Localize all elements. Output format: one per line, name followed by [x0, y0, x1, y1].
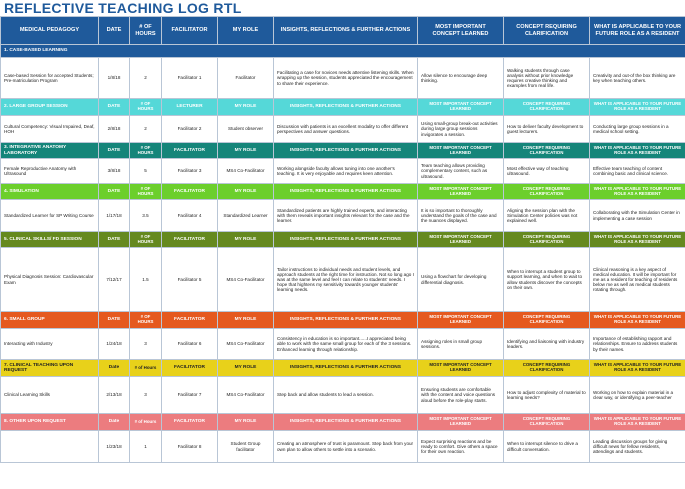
cell-clarification: Walking students through case analysis without prior knowledge requires creative thinking and examples from real life. [504, 58, 590, 99]
section-label: 5. CLINICAL SKILLS/ FD SESSION [1, 232, 99, 248]
section-cell: DATE [99, 312, 130, 329]
section-label: 8. OTHER UPON REQUEST [1, 414, 99, 431]
cell-date: 2/13/18 [99, 377, 130, 414]
header-cell: MEDICAL PEDAGOGY [1, 17, 99, 45]
section-cell: FACILITATOR [162, 414, 218, 431]
cell-facilitator: Facilitator 6 [162, 329, 218, 360]
header-cell: WHAT IS APPLICABLE TO YOUR FUTURE ROLE AS A RESIDENT [590, 17, 685, 45]
section-cell: # of Hours [130, 360, 162, 377]
cell-insights: Consistency in education is so important......I appreciated being able to work with the same small group for each of the 3 sessions. Enhanced learning through relationship. [274, 329, 418, 360]
section-label: 1. CASE-BASED LEARNING [1, 45, 685, 58]
section-cell: WHAT IS APPLICABLE TO YOUR FUTURE ROLE AS A RESIDENT [590, 312, 685, 329]
cell-date: 1/24/18 [99, 329, 130, 360]
cell-future: Collaborating with the Simulation Center in implementing a case session [590, 200, 685, 232]
table-row [1, 377, 685, 414]
cell-date: 7/12/17 [99, 248, 130, 312]
section-cell: CONCEPT REQUIRING CLARIFICATION [504, 143, 590, 159]
table-row [1, 200, 685, 232]
section-cell: MOST IMPORTANT CONCEPT LEARNED [418, 360, 504, 377]
section-cell: MOST IMPORTANT CONCEPT LEARNED [418, 184, 504, 200]
cell-concept: Using small-group break-out activities during large group sessions invigorates a session. [418, 116, 504, 143]
section-cell: INSIGHTS, REFLECTIONS & FURTHER ACTIONS [274, 184, 418, 200]
cell-pedagogy: Standardized Learner for SP Writing Course [1, 200, 99, 232]
section-cell: Date [99, 414, 130, 431]
cell-future: Clinical reasoning is a key aspect of medical education. It will be important for me as a resident for teaching of residents below me as well as medical students rotating through. [590, 248, 685, 312]
table-row [1, 431, 685, 463]
cell-pedagogy [1, 431, 99, 463]
section-cell: CONCEPT REQUIRING CLARIFICATION [504, 360, 590, 377]
section-cell: MOST IMPORTANT CONCEPT LEARNED [418, 312, 504, 329]
cell-clarification: Identifying and liaisoning with industry leaders. [504, 329, 590, 360]
cell-insights: Facilitating a case for novices needs attentive listening skills. When wrapping up the session, students appreciated the encouragement to share their experience. [274, 58, 418, 99]
cell-hours: 2 [130, 58, 162, 99]
section-cell: # of Hours [130, 414, 162, 431]
header-cell: # OF HOURS [130, 17, 162, 45]
cell-concept: Assigning roles in small group sessions. [418, 329, 504, 360]
section-cell: LECTURER [162, 99, 218, 116]
cell-clarification: When to interrupt silence to drive a difficult conversation. [504, 431, 590, 463]
cell-facilitator: Facilitator 5 [162, 248, 218, 312]
section-cell: INSIGHTS, REFLECTIONS & FURTHER ACTIONS [274, 99, 418, 116]
section-cell: DATE [99, 143, 130, 159]
section-cell: MY ROLE [218, 360, 274, 377]
section-header-large-group [1, 99, 685, 116]
cell-insights: Standardized patients are highly trained experts, and interacting with them reveals important insights relevant for the case and the learner. [274, 200, 418, 232]
section-cell: DATE [99, 184, 130, 200]
section-header-case-based-learning [1, 45, 685, 58]
section-header-clinical-teaching [1, 360, 685, 377]
table-row [1, 248, 685, 312]
cell-role: Facilitator [218, 58, 274, 99]
section-header-other [1, 414, 685, 431]
cell-pedagogy: Case-based Session for accepted Students; Pre-matriculation Program [1, 58, 99, 99]
cell-role: MS4 Co-Facilitator [218, 329, 274, 360]
section-cell: MOST IMPORTANT CONCEPT LEARNED [418, 232, 504, 248]
cell-role: Student observer [218, 116, 274, 143]
section-cell: INSIGHTS, REFLECTIONS & FURTHER ACTIONS [274, 232, 418, 248]
section-cell: DATE [99, 232, 130, 248]
cell-pedagogy: Clinical Learning Skills [1, 377, 99, 414]
section-cell: # OF HOURS [130, 99, 162, 116]
section-cell: WHAT IS APPLICABLE TO YOUR FUTURE ROLE AS A RESIDENT [590, 414, 685, 431]
section-cell: MOST IMPORTANT CONCEPT LEARNED [418, 143, 504, 159]
cell-hours: 3.5 [130, 200, 162, 232]
section-cell: DATE [99, 99, 130, 116]
table-row [1, 329, 685, 360]
cell-role: MS4 Co-Facilitator [218, 159, 274, 184]
cell-concept: Ensuring students are comfortable with the content and voice questions aloud before the role-play starts. [418, 377, 504, 414]
cell-clarification: How to adjust complexity of material to learning needs? [504, 377, 590, 414]
header-cell: FACILITATOR [162, 17, 218, 45]
cell-future: Effective team teaching of content combining basic and clinical science. [590, 159, 685, 184]
cell-facilitator: Facilitator 2 [162, 116, 218, 143]
cell-role: Student Group facilitator [218, 431, 274, 463]
cell-clarification: How to deliver faculty development to guest lecturers. [504, 116, 590, 143]
section-cell: FACILITATOR [162, 360, 218, 377]
cell-insights: Step back and allow students to lead a session. [274, 377, 418, 414]
section-cell: INSIGHTS, REFLECTIONS & FURTHER ACTIONS [274, 414, 418, 431]
cell-date: 1/23/18 [99, 431, 130, 463]
cell-concept: Expect surprising reactions and be ready to comfort. Give others a space for their own reaction. [418, 431, 504, 463]
cell-future: Importance of establishing rapport and relationships. Ensure to address students by their names. [590, 329, 685, 360]
cell-hours: 3 [130, 329, 162, 360]
cell-insights: Working alongside faculty allows tuning into one another's teaching. It is very enjoyable and requires keen attention. [274, 159, 418, 184]
cell-concept: Allow silence to encourage deep thinking. [418, 58, 504, 99]
section-cell: WHAT IS APPLICABLE TO YOUR FUTURE ROLE AS A RESIDENT [590, 99, 685, 116]
cell-date: 1/8/18 [99, 58, 130, 99]
section-cell: # OF HOURS [130, 143, 162, 159]
section-label: 3. INTEGRATIVE ANATOMY LABORATORY [1, 143, 99, 159]
section-cell: FACILITATOR [162, 232, 218, 248]
section-label: 7. CLINICAL TEACHING UPON REQUEST [1, 360, 99, 377]
cell-pedagogy: Physical Diagnosis Session: Cardiovascular Exam [1, 248, 99, 312]
section-label: 4. SIMULATION [1, 184, 99, 200]
cell-hours: 1 [130, 431, 162, 463]
section-cell: FACILITATOR [162, 184, 218, 200]
cell-facilitator: Facilitator 3 [162, 159, 218, 184]
cell-insights: Tailor instructions to individual needs and student levels, and approach students at the right time for instruction. Not so long ago I was at the same level and feel I can relate to students' needs. I hope that hightens my sensitivity towards younger students' learning needs. [274, 248, 418, 312]
section-cell: MY ROLE [218, 414, 274, 431]
section-cell: WHAT IS APPLICABLE TO YOUR FUTURE ROLE AS A RESIDENT [590, 143, 685, 159]
cell-facilitator: Facilitator 1 [162, 58, 218, 99]
section-header-clinical-skills [1, 232, 685, 248]
section-cell: FACILITATOR [162, 143, 218, 159]
section-header-small-group [1, 312, 685, 329]
header-row [1, 17, 685, 45]
section-cell: MY ROLE [218, 99, 274, 116]
section-cell: MOST IMPORTANT CONCEPT LEARNED [418, 99, 504, 116]
section-cell: CONCEPT REQUIRING CLARIFICATION [504, 312, 590, 329]
cell-insights: Creating an atmosphere of trust is paramount. Step back from your own plan to allow others to settle into a scenario. [274, 431, 418, 463]
cell-hours: 5 [130, 159, 162, 184]
header-cell: INSIGHTS, REFLECTIONS & FURTHER ACTIONS [274, 17, 418, 45]
cell-future: Creativity and out-of the box thinking are key when teaching others. [590, 58, 685, 99]
section-cell: MY ROLE [218, 312, 274, 329]
section-cell: # OF HOURS [130, 184, 162, 200]
teaching-log-table [0, 16, 685, 463]
section-label: 6. SMALL GROUP [1, 312, 99, 329]
section-cell: WHAT IS APPLICABLE TO YOUR FUTURE ROLE AS A RESIDENT [590, 232, 685, 248]
cell-facilitator: Facilitator 8 [162, 431, 218, 463]
section-cell: MOST IMPORTANT CONCEPT LEARNED [418, 414, 504, 431]
cell-pedagogy: Female Reproductive Anatomy with Ultrasound [1, 159, 99, 184]
section-cell: CONCEPT REQUIRING CLARIFICATION [504, 414, 590, 431]
section-cell: CONCEPT REQUIRING CLARIFICATION [504, 232, 590, 248]
cell-pedagogy: Cultural Competency: Visual Impaired, Deaf, HOH [1, 116, 99, 143]
cell-date: 3/8/18 [99, 159, 130, 184]
section-cell: MY ROLE [218, 232, 274, 248]
header-cell: MOST IMPORTANT CONCEPT LEARNED [418, 17, 504, 45]
section-header-anatomy-lab [1, 143, 685, 159]
section-cell: INSIGHTS, REFLECTIONS & FURTHER ACTIONS [274, 360, 418, 377]
cell-concept: Using a flowchart for developing differential diagnosis. [418, 248, 504, 312]
table-row [1, 159, 685, 184]
section-cell: INSIGHTS, REFLECTIONS & FURTHER ACTIONS [274, 143, 418, 159]
section-cell: MY ROLE [218, 184, 274, 200]
cell-pedagogy: Interacting with Industry [1, 329, 99, 360]
section-cell: WHAT IS APPLICABLE TO YOUR FUTURE ROLE AS A RESIDENT [590, 184, 685, 200]
section-cell: MY ROLE [218, 143, 274, 159]
table-row [1, 116, 685, 143]
cell-hours: 1.5 [130, 248, 162, 312]
cell-hours: 2 [130, 116, 162, 143]
cell-future: Conducting large group sessions in a medical school setting. [590, 116, 685, 143]
cell-insights: Discussion with patients is an excellent modality to offer different perspectives and answer questions. [274, 116, 418, 143]
cell-facilitator: Facilitator 4 [162, 200, 218, 232]
cell-clarification: When to interrupt a student group to support learning, and when to wait to allow students discover the concepts on their own. [504, 248, 590, 312]
header-cell: DATE [99, 17, 130, 45]
cell-date: 2/8/18 [99, 116, 130, 143]
section-cell: # OF HOURS [130, 312, 162, 329]
cell-role: MS4 Co-Facilitator [218, 248, 274, 312]
page-title: REFLECTIVE TEACHING LOG RTL [4, 0, 242, 16]
section-label: 2. LARGE GROUP SESSION [1, 99, 99, 116]
cell-concept: Team teaching allows providing complementary content, such as ultrasound. [418, 159, 504, 184]
cell-future: Working on how to explain material in a clear way, or identifying a peer-teacher [590, 377, 685, 414]
cell-hours: 3 [130, 377, 162, 414]
cell-clarification: Most effective way of teaching ultrasound. [504, 159, 590, 184]
section-cell: # OF HOURS [130, 232, 162, 248]
cell-date: 1/17/18 [99, 200, 130, 232]
section-cell: CONCEPT REQUIRING CLARIFICATION [504, 99, 590, 116]
cell-facilitator: Facilitator 7 [162, 377, 218, 414]
cell-role: Standardized Learner [218, 200, 274, 232]
cell-concept: It is so important to thoroughly understand the goals of the case and the nuances displayed. [418, 200, 504, 232]
header-cell: CONCEPT REQUIRING CLARIFICATION [504, 17, 590, 45]
section-cell: FACILITATOR [162, 312, 218, 329]
cell-role: MS4 Co-Facilitator [218, 377, 274, 414]
section-cell: INSIGHTS, REFLECTIONS & FURTHER ACTIONS [274, 312, 418, 329]
section-header-simulation [1, 184, 685, 200]
cell-future: Leading discussion groups for giving difficult news for fellow residents, attendings and students. [590, 431, 685, 463]
table-row [1, 58, 685, 99]
section-cell: CONCEPT REQUIRING CLARIFICATION [504, 184, 590, 200]
cell-clarification: Aligning the session plan with the Simulation Center policies was not explained well. [504, 200, 590, 232]
section-cell: Date [99, 360, 130, 377]
section-cell: WHAT IS APPLICABLE TO YOUR FUTURE ROLE AS A RESIDENT [590, 360, 685, 377]
header-cell: MY ROLE [218, 17, 274, 45]
